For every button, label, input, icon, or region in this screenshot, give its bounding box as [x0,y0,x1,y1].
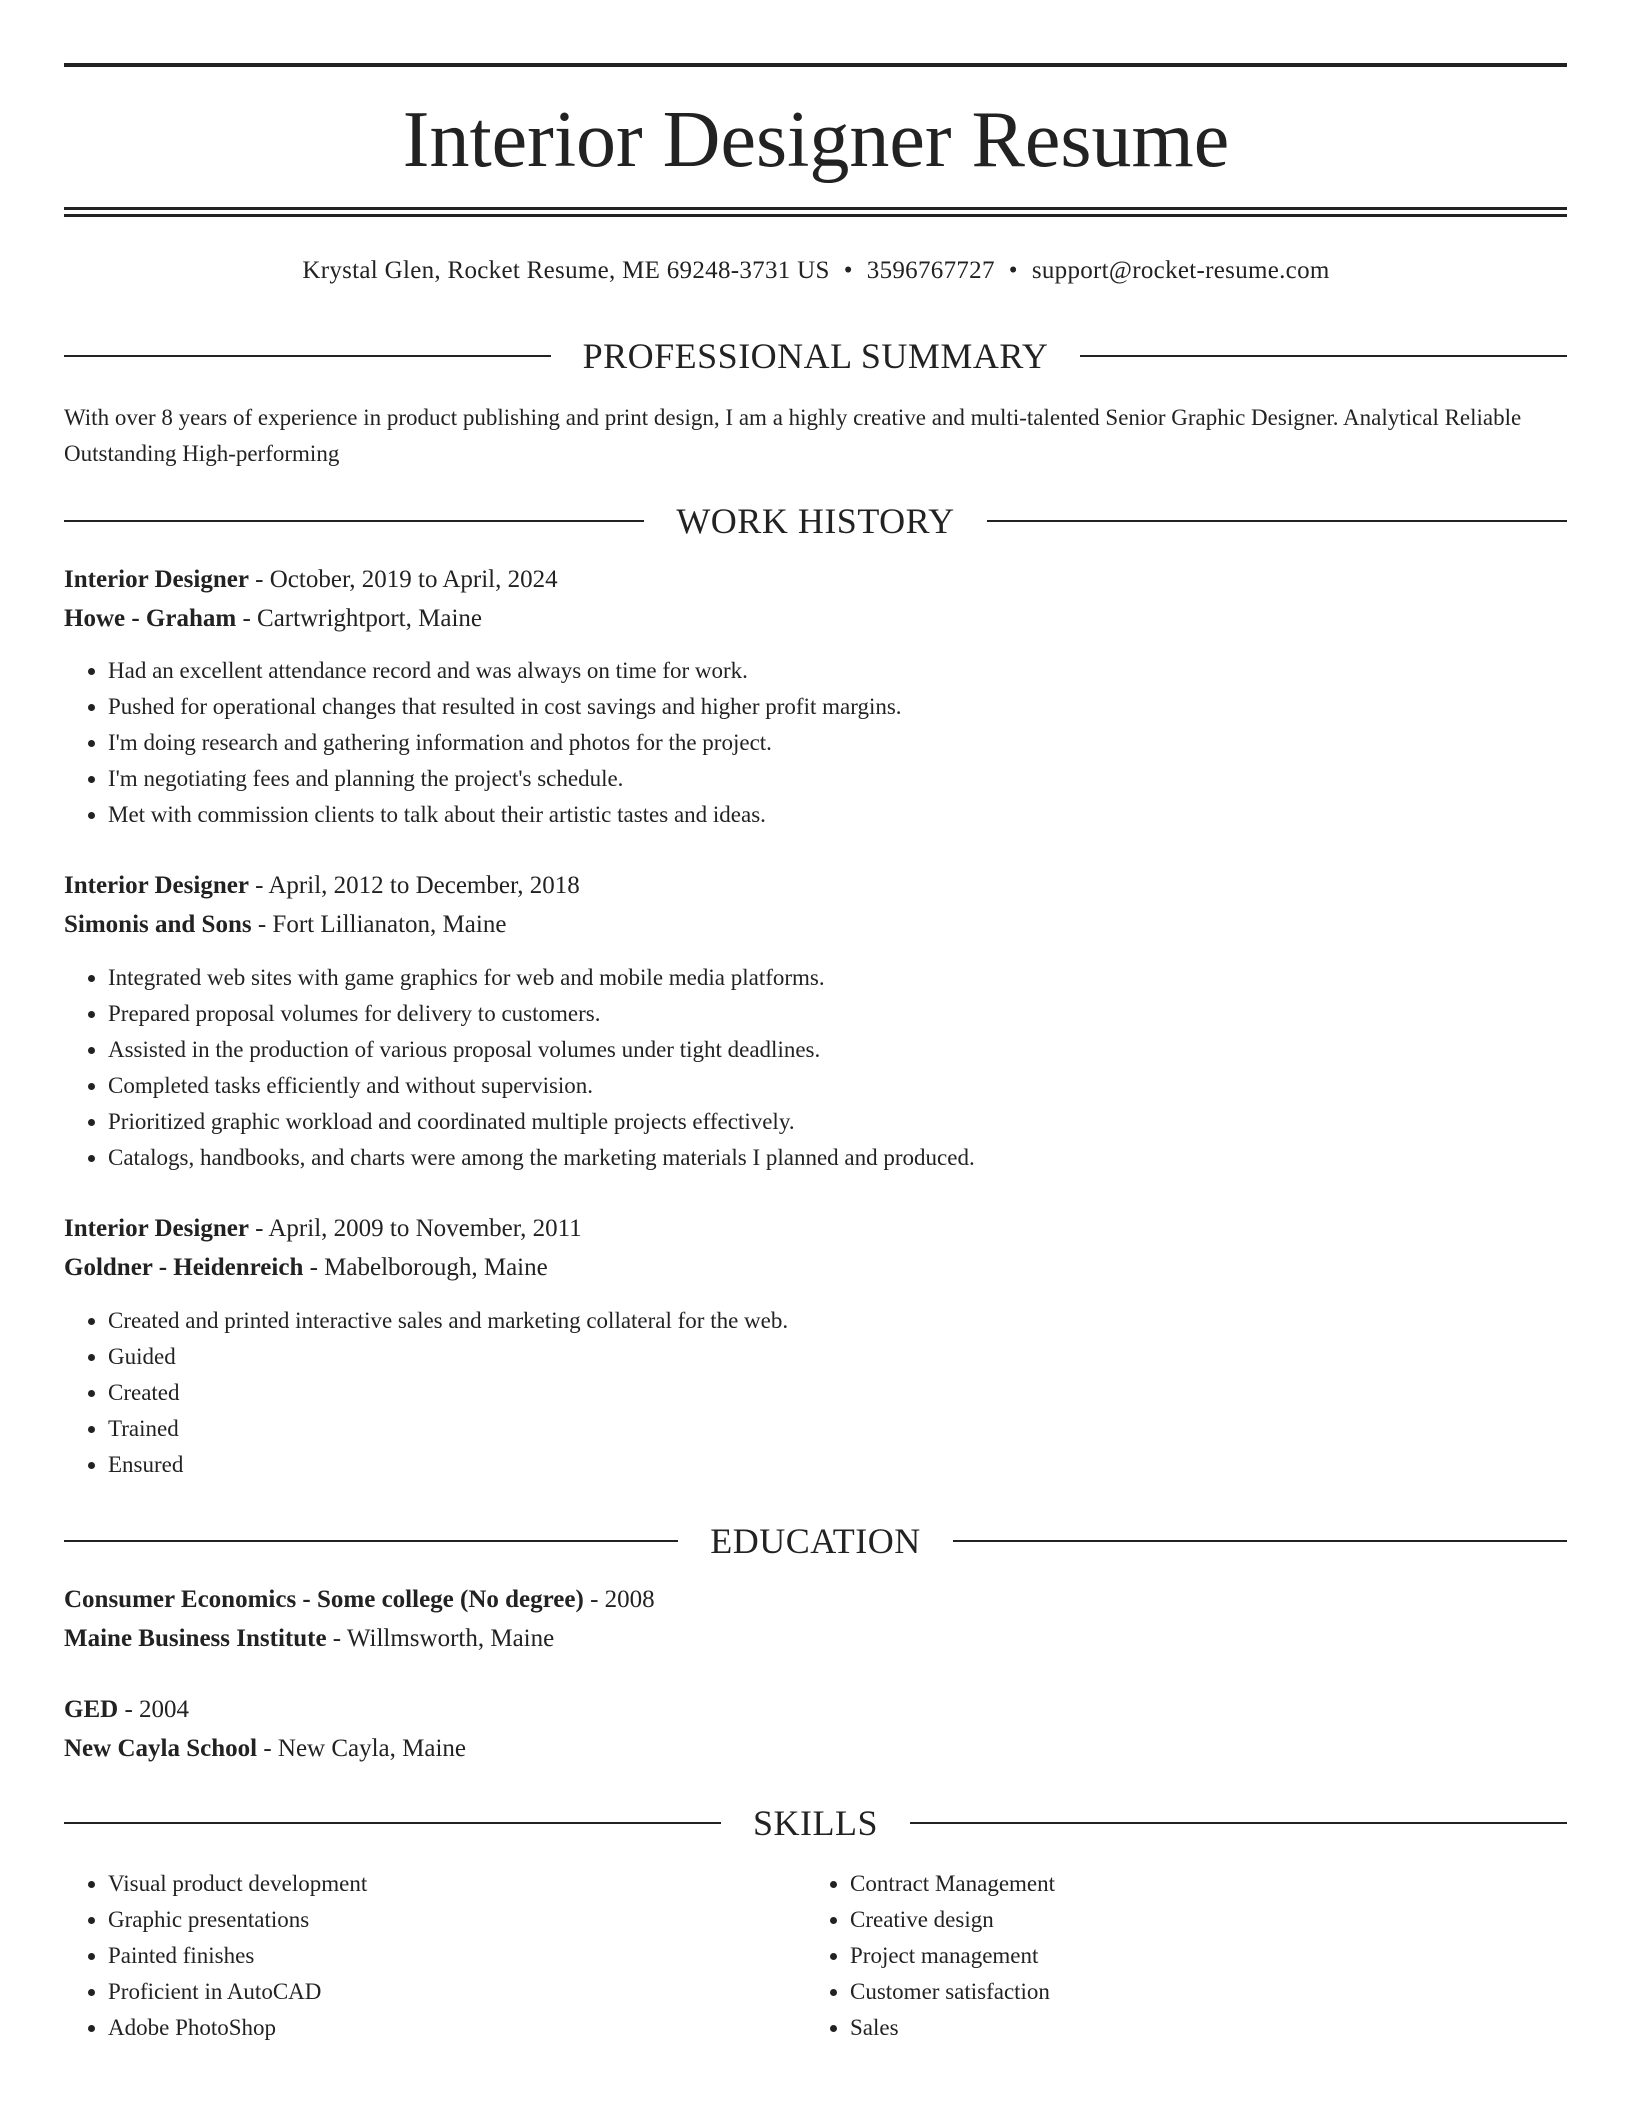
job-title: Interior Designer [64,566,249,593]
education-school: Maine Business Institute [64,1625,327,1652]
section-heading-label: WORK HISTORY [676,501,955,541]
heading-rule-left [64,355,551,357]
job-location: - Cartwrightport, Maine [242,605,482,632]
job-location: - Mabelborough, Maine [309,1254,548,1281]
list-item: • Trained [108,1411,788,1447]
section-heading-work-history [64,499,1567,543]
section-heading-label: SKILLS [753,1803,879,1843]
list-item: • Pushed for operational changes that resulted in cost savings and higher profit margins. [108,689,902,725]
job-duties-list [64,960,975,1176]
job-company-line [64,1250,548,1286]
contact-address: Krystal Glen, Rocket Resume, ME 69248-3731 US [302,257,830,284]
heading-rule-right [910,1822,1567,1824]
education-degree: GED [64,1696,119,1723]
job-dates: - April, 2012 to December, 2018 [255,872,580,899]
job-title: Interior Designer [64,1215,249,1242]
list-item: • Had an excellent attendance record and was always on time for work. [108,653,902,689]
heading-rule-right [1080,355,1567,357]
skill-item: • Project management [850,1938,1055,1974]
section-heading-education [64,1519,1567,1563]
list-item: • Catalogs, handbooks, and charts were among the marketing materials I planned and produced. [108,1140,975,1176]
list-item: • Created [108,1375,788,1411]
skill-item: • Sales [850,2010,1055,2046]
education-degree-line [64,1692,189,1728]
list-item: • Guided [108,1339,788,1375]
education-degree-line [64,1582,655,1618]
list-item: • Assisted in the production of various proposal volumes under tight deadlines. [108,1032,975,1068]
heading-rule-left [64,520,644,522]
header-double-rule-upper [64,207,1567,210]
education-year: - 2004 [124,1696,190,1723]
list-item: • I'm negotiating fees and planning the project's schedule. [108,761,902,797]
contact-separator: • [1008,257,1018,284]
heading-rule-left [64,1540,678,1542]
list-item: • Ensured [108,1447,788,1483]
section-heading-label: EDUCATION [710,1521,921,1561]
heading-rule-right [987,520,1567,522]
contact-line [0,255,1632,287]
section-heading-summary [64,334,1567,378]
skills-list-right [806,1866,1055,2046]
summary-text: With over 8 years of experience in product publishing and print design, I am a highly creative and multi-talented Senior Graphic Designer. Analytical Reliable Outstanding High-performing [64,405,1522,466]
list-item: • Prioritized graphic workload and coordinated multiple projects effectively. [108,1104,975,1140]
contact-email: support@rocket-resume.com [1031,257,1330,284]
skill-item: • Adobe PhotoShop [108,2010,367,2046]
list-item: • Met with commission clients to talk about their artistic tastes and ideas. [108,797,902,833]
education-school: New Cayla School [64,1735,258,1762]
job-company-line [64,907,506,943]
header-double-rule-lower [64,214,1567,217]
job-duties-list [64,653,902,833]
skill-item: • Painted finishes [108,1938,367,1974]
skill-item: • Visual product development [108,1866,367,1902]
skill-item: • Proficient in AutoCAD [108,1974,367,2010]
job-location: - Fort Lillianaton, Maine [257,911,507,938]
skills-list-left [64,1866,367,2046]
heading-rule-left [64,1822,721,1824]
job-title-line [64,1211,582,1247]
job-title-line [64,562,558,598]
skill-item: • Contract Management [850,1866,1055,1902]
job-title-line [64,868,580,904]
section-heading-label: PROFESSIONAL SUMMARY [582,336,1049,376]
header-top-rule [64,63,1567,67]
education-year: - 2008 [590,1586,655,1613]
list-item: • Completed tasks efficiently and without supervision. [108,1068,975,1104]
resume-title: Interior Designer Resume [402,96,1230,184]
job-company: Howe - Graham [64,605,237,632]
section-heading-skills [64,1801,1567,1845]
skill-item: • Creative design [850,1902,1055,1938]
education-school-line [64,1621,554,1657]
job-duties-list [64,1303,788,1483]
education-degree: Consumer Economics - Some college (No degree) [64,1586,584,1613]
job-dates: - April, 2009 to November, 2011 [255,1215,582,1242]
job-dates: - October, 2019 to April, 2024 [255,566,558,593]
list-item: • I'm doing research and gathering information and photos for the project. [108,725,902,761]
education-school-line [64,1731,466,1767]
list-item: • Integrated web sites with game graphics for web and mobile media platforms. [108,960,975,996]
list-item: • Prepared proposal volumes for delivery to customers. [108,996,975,1032]
education-location: - Willmsworth, Maine [332,1625,555,1652]
contact-phone: 3596767727 [866,257,995,284]
job-company: Simonis and Sons [64,911,252,938]
skill-item: • Graphic presentations [108,1902,367,1938]
education-location: - New Cayla, Maine [263,1735,467,1762]
job-company: Goldner - Heidenreich [64,1254,304,1281]
job-title: Interior Designer [64,872,249,899]
contact-separator: • [843,257,853,284]
skill-item: • Customer satisfaction [850,1974,1055,2010]
list-item: • Created and printed interactive sales and marketing collateral for the web. [108,1303,788,1339]
job-company-line [64,601,482,637]
heading-rule-right [953,1540,1567,1542]
